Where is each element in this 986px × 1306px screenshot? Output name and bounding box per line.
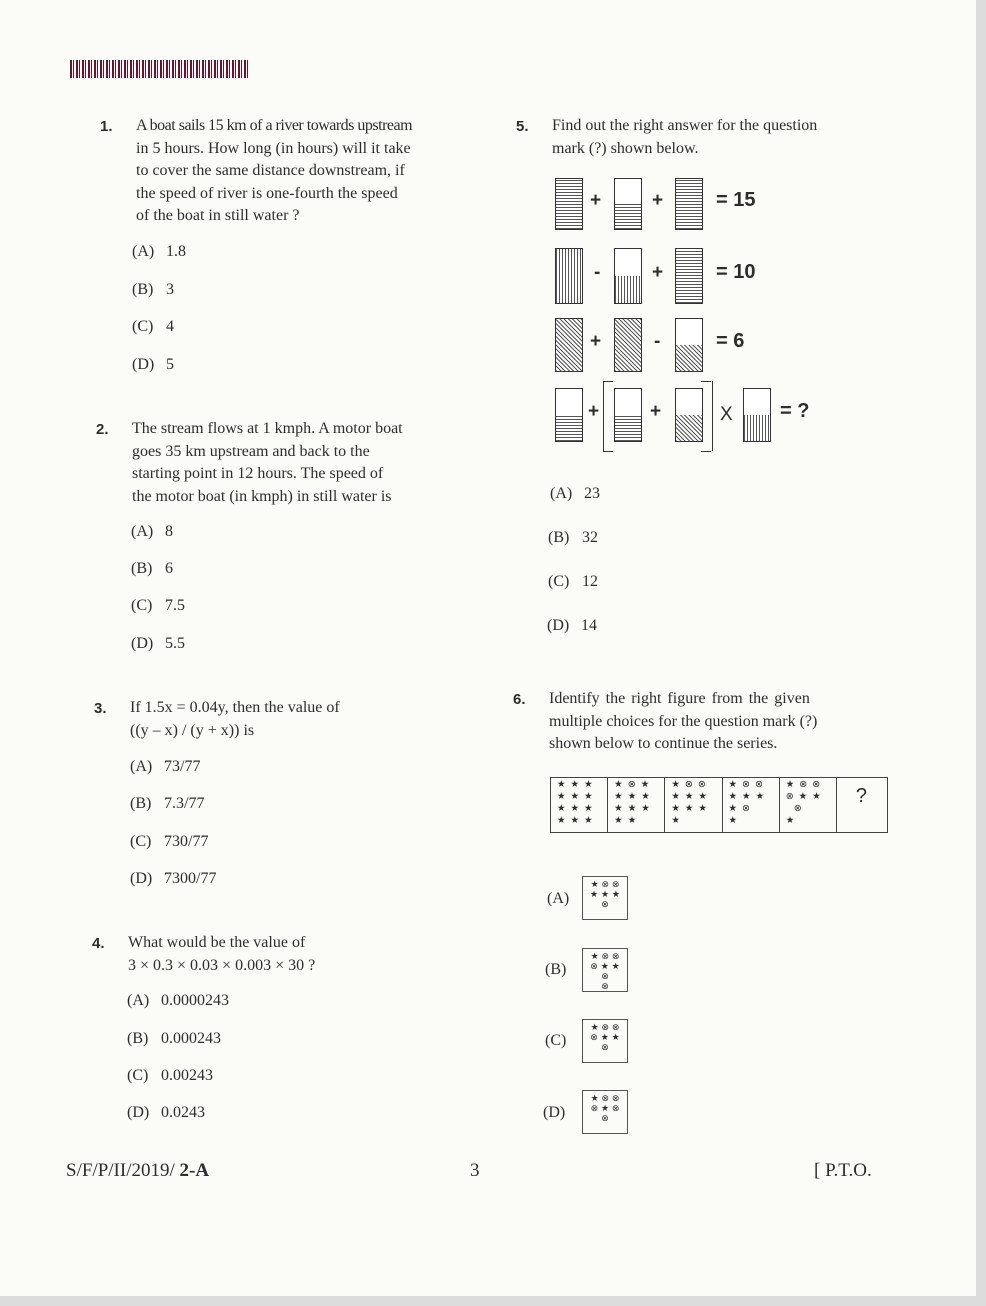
figure-box [743,388,771,442]
figure-box [614,178,642,230]
question-text: Identify the right figure from the given multiple choices for the question mark (?) shown below to continue the series. [549,690,818,752]
figure-box [555,388,583,442]
q6-option-d-figure[interactable]: ★ ⊗ ⊗ ⊗ ★ ⊗ ⊗ [582,1090,628,1134]
q4-option-a[interactable]: (A) 0.0000243 [127,992,229,1009]
q5-option-a[interactable]: (A) 23 [550,485,600,502]
figure-box [555,248,583,304]
bracket-cap-top [603,381,613,382]
question-text: A boat sails 15 km of a river towards upstream in 5 hours. How long (in hours) will it take to cover the same distance downstream, if the speed of river is one-fourth the speed of the boat in still water ? [136,117,413,224]
q3-option-c[interactable]: (C) 730/77 [130,833,209,850]
series-cell-4: ★ ⊗ ⊗ ★ ★ ★ ★ ⊗ ★ [723,778,780,832]
q5-option-d[interactable]: (D) 14 [547,617,597,634]
bracket-cap-bottom [603,451,613,452]
figure-box [555,178,583,230]
q3-option-a[interactable]: (A) 73/77 [130,758,201,775]
q6-option-a[interactable]: (A) [547,890,570,907]
series-cell-1: ★ ★ ★ ★ ★ ★ ★ ★ ★ ★ ★ ★ [551,778,608,832]
q3-option-d[interactable]: (D) 7300/77 [130,870,217,887]
question-number: 4. [92,935,105,952]
q1-option-d[interactable]: (D) 5 [132,356,174,373]
series-cell-2: ★ ⊗ ★ ★ ★ ★ ★ ★ ★ ★ ★ [608,778,665,832]
figure-box [614,388,642,442]
page-number: 3 [470,1160,480,1181]
q2-option-a[interactable]: (A) 8 [131,523,173,540]
figure-box [675,318,703,372]
question-number: 6. [513,691,526,708]
q6-option-c-figure[interactable]: ★ ⊗ ⊗ ⊗ ★ ★ ⊗ [582,1019,628,1063]
q1-option-c[interactable]: (C) 4 [132,318,174,335]
q2-option-c[interactable]: (C) 7.5 [131,597,185,614]
figure-box [675,248,703,304]
bracket-cap-bottom-right [701,451,711,452]
q6-option-a-figure[interactable]: ★ ⊗ ⊗ ★ ★ ★ ⊗ [582,876,628,920]
q4-option-b[interactable]: (B) 0.000243 [127,1030,221,1047]
figure-box [614,248,642,304]
question-number: 3. [94,700,107,717]
q1-option-a[interactable]: (A) 1.8 [132,243,186,260]
paper-code: S/F/P/II/2019/ 2-A [66,1160,210,1181]
figure-series [550,777,888,833]
series-question-mark: ? [855,785,868,807]
barcode [70,60,250,78]
question-text: Find out the right answer for the question mark (?) shown below. [552,117,818,157]
question-text: What would be the value of 3 × 0.3 × 0.03 × 0.003 × 30 ? [128,934,316,974]
series-cell-5: ★ ⊗ ⊗ ⊗ ★ ★ ⊗ ★ [780,778,837,832]
q5-option-b[interactable]: (B) 32 [548,529,598,546]
question-number: 2. [96,421,109,438]
q5-option-c[interactable]: (C) 12 [548,573,598,590]
question-number: 5. [516,118,529,135]
series-cell-3: ★ ⊗ ⊗ ★ ★ ★ ★ ★ ★ ★ [665,778,722,832]
question-number: 1. [100,118,113,135]
figure-box [614,318,642,372]
q1-option-b[interactable]: (B) 3 [132,281,174,298]
question-text: The stream flows at 1 kmph. A motor boat goes 35 km upstream and back to the starting point in 12 hours. The speed of the motor boat (in kmph) in still water is [132,420,403,505]
q6-option-b-figure[interactable]: ★ ⊗ ⊗ ⊗ ★ ★ ⊗ ⊗ [582,948,628,992]
figure-box [555,318,583,372]
figure-box [675,178,703,230]
q3-option-b[interactable]: (B) 7.3/77 [130,795,205,812]
q4-option-d[interactable]: (D) 0.0243 [127,1104,205,1121]
bracket-cap-top-right [701,381,711,382]
q2-option-b[interactable]: (B) 6 [131,560,173,577]
figure-box [675,388,703,442]
q6-option-b[interactable]: (B) [545,961,567,978]
question-text: If 1.5x = 0.04y, then the value of ((y – x) / (y + x)) is [130,699,340,739]
q6-option-c[interactable]: (C) [545,1032,567,1049]
q6-option-d[interactable]: (D) [543,1104,566,1121]
q2-option-d[interactable]: (D) 5.5 [131,635,185,652]
pto-label: [ P.T.O. [814,1160,872,1181]
q4-option-c[interactable]: (C) 0.00243 [127,1067,213,1084]
exam-page: 1. A boat sails 15 km of a river towards upstream in 5 hours. How long (in hours) will it take to cover the same distance downstream, if the speed of river is one-fourth the speed of the boat in still water ? (A) 1.8 (B) 3 (C) 4 (D) 5 2. The stream flows at 1 kmph. A motor boat goes 35 km upstream and back to the starting point in 12 hours. The speed of the motor boat (in kmph) in still water is (A) 8 (B) 6 (C) 7.5 (D) 5.5 3. If 1.5x = 0.04y, then the value of ((y – x) / (y + x)) is (A) 73/77 (B) 7.3/77 (C) 730/77 (D) 7300/77 4. What would be the value of 3 × 0.3 × 0.03 × 0.003 × 30 ? (A) 0.0000243 (B) 0.000243 (C) 0.00243 (D) 0.0243 5. Find out the right answer for the question mark (?) shown below. + + = 15 - + = 10 + - = 6 + + X = ? (A) 23 (B) 32 (C) 12 (D) 14 6. Identify the right figure from the given multiple choices for the question mark (?) shown below to continue the series. ★ ★ ★ ★ ★ ★ ★ ★ ★ ★ ★ ★ ★ ⊗ ★ ★ ★ ★ ★ ★ ★ ★ ★ ★ ⊗ ⊗ ★ ★ ★ ★ ★ ★ ★ ★ ⊗ ⊗ ★ ★ ★ ★ ⊗ ★ ★ ⊗ ⊗ ⊗ ★ ★ ⊗ ★ ? (A) ★ ⊗ ⊗ ★ ★ ★ ⊗ (B) ★ ⊗ ⊗ ⊗ ★ ★ ⊗ ⊗ (C) ★ ⊗ ⊗ ⊗ ★ ★ ⊗ (D) ★ ⊗ ⊗ ⊗ ★ ⊗ ⊗ S/F/P/II/2019/ 2-A 3 [ P.T.O. [0,0,976,1296]
